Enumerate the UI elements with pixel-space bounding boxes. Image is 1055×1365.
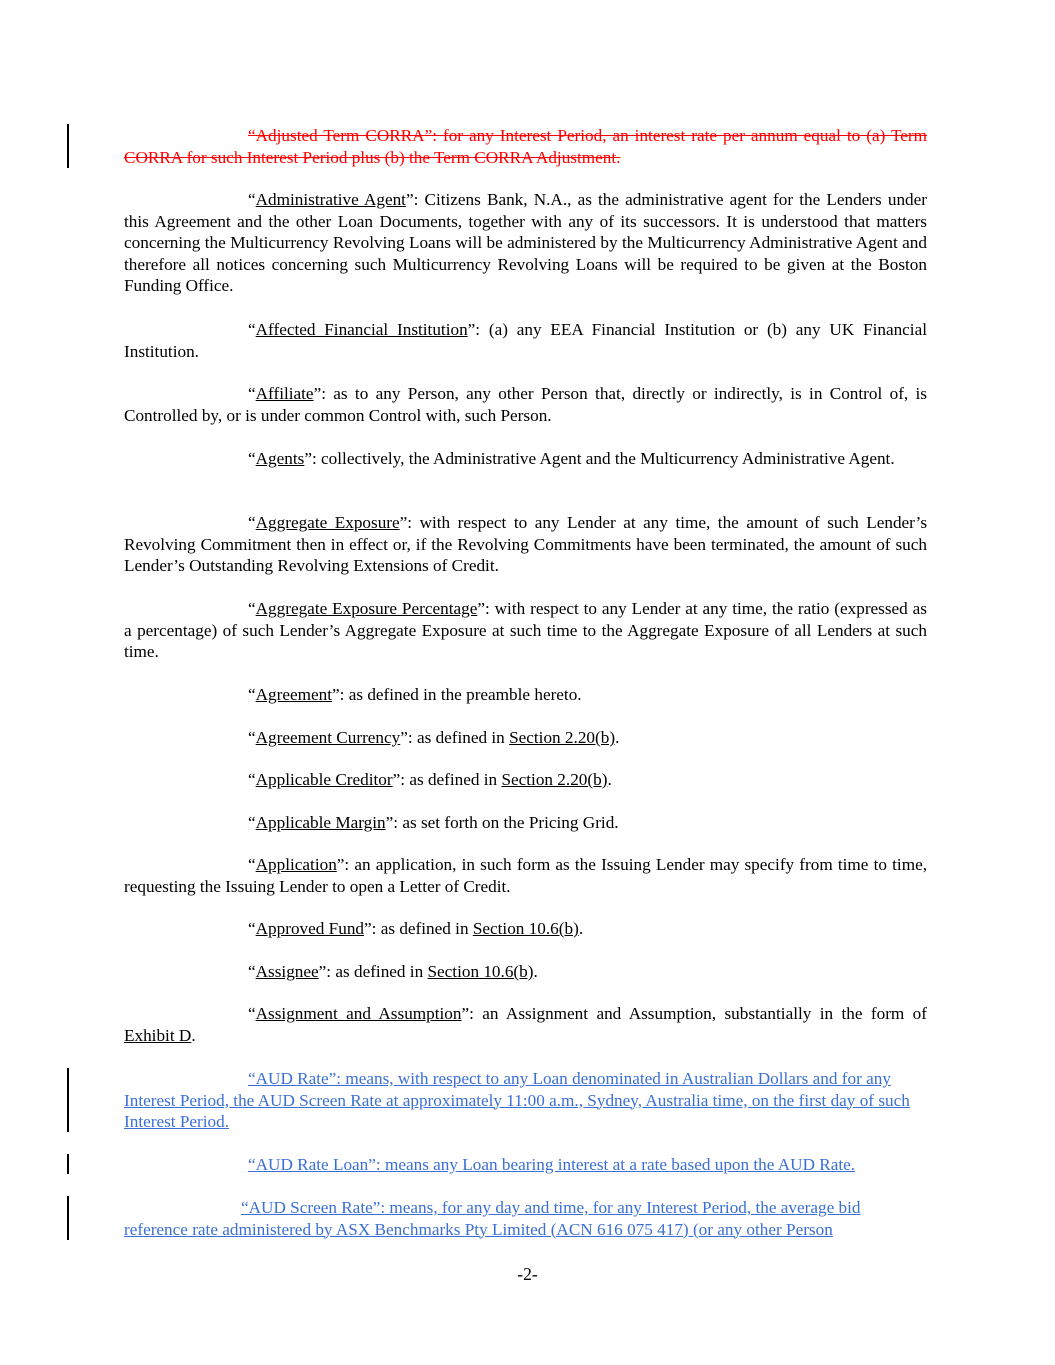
definition-agents: “Agents”: collectively, the Administrative Agent and the Multicurrency Administrative Agent. [248, 449, 895, 468]
definition-tail: . [578, 919, 584, 938]
defined-term: Agreement [255, 685, 332, 704]
definition-assignment-and-assumption: “Assignment and Assumption”: an Assignment and Assumption, substantially in the form of Exhibit D. [124, 1004, 927, 1045]
definition-approved-fund: “Approved Fund”: as defined in Section 10.6(b). [248, 919, 584, 938]
exhibit-reference: Exhibit D [124, 1025, 192, 1045]
definition-affiliate: “Affiliate”: as to any Person, any other Person that, directly or indirectly, is in Control of, is Controlled by, or is under common Control with, such Person. [124, 384, 927, 425]
change-bar [67, 1068, 69, 1132]
definition-text: ”: Citizens Bank, N.A., as the administrative agent for the Lenders under this Agreement and the other Loan Documents, together with any of its successors. It is understood that matters concerning the Multicurrency Revolving Loans will be administered by the Multicurrency Administrative Agent and therefore all notices concerning such Multicurrency Revolving Loans will be required to be given at the Boston Funding Office. [124, 190, 927, 296]
definition-text: ”: as defined in [392, 770, 502, 789]
section-reference: Section 2.20(b) [509, 728, 616, 747]
definition-inserted-aud-rate-loan [124, 1154, 927, 1176]
defined-term: Affiliate [255, 384, 314, 403]
definition-aggregate-exposure-percentage: “Aggregate Exposure Percentage”: with respect to any Lender at any time, the ratio (expressed as a percentage) of such Lender’s Aggregate Exposure at such time to the Aggregate Exposure of all Lenders at such time. [124, 599, 927, 662]
definition-text: “AUD Rate Loan”: means any Loan bearing interest at a rate based upon the AUD Rate. [248, 1155, 856, 1174]
definition-administrative-agent: “Administrative Agent”: Citizens Bank, N.A., as the administrative agent for the Lenders under this Agreement and the other Loan Documents, together with any of its successors. It is understood that matters concerning the Multicurrency Revolving Loans will be administered by the Multicurrency Administrative Agent and therefore all notices concerning such Multicurrency Revolving Loans will be required to be given at the Boston Funding Office. [124, 190, 927, 296]
definition-text: ”: with respect to any Lender at any time, the amount of such Lender’s Revolving Commitment then in effect or, if the Revolving Commitments have been terminated, the amount of such Lender’s Outstanding Revolving Extensions of Credit. [124, 513, 928, 576]
defined-term: Adjusted Term CORRA [255, 126, 425, 145]
section-reference: Section 2.20(b) [501, 770, 608, 789]
definition-text: ”: as set forth on the Pricing Grid. [385, 813, 619, 832]
definition-text: ”: as defined in [364, 919, 473, 938]
definition-text: ”: as to any Person, any other Person that, directly or indirectly, is in Control of, is Controlled by, or is under common Control with, such Person. [124, 384, 927, 425]
defined-term: Applicable Margin [255, 813, 386, 832]
definition-text: ”: as defined in [318, 962, 428, 981]
definition-text: ”: collectively, the Administrative Agent and the Multicurrency Administrative Agent. [304, 449, 895, 468]
definition-applicable-creditor: “Applicable Creditor”: as defined in Section 2.20(b). [248, 770, 612, 789]
definition-affected-financial-institution: “Affected Financial Institution”: (a) any EEA Financial Institution or (b) any UK Financial Institution. [124, 320, 927, 361]
definition-text: ”: for any Interest Period, an interest rate per annum equal to (a) Term CORRA for such Interest Period plus (b) the Term CORRA Adjustment. [124, 126, 927, 167]
definition-text: “AUD Screen Rate”: means, for any day and time, for any Interest Period, the average bid reference rate administered by ASX Benchmarks Pty Limited (ACN 616 075 417) (or any other Person [124, 1198, 861, 1239]
definition-aggregate-exposure: “Aggregate Exposure”: with respect to any Lender at any time, the amount of such Lender’s Revolving Commitment then in effect or, if the Revolving Commitments have been terminated, the amount of such Lender’s Outstanding Revolving Extensions of Credit. [124, 513, 928, 576]
change-bar [67, 124, 69, 168]
defined-term: Assignee [255, 962, 319, 981]
definition-text: ”: an Assignment and Assumption, substantially in the form of [461, 1004, 927, 1023]
defined-term: Assignment and Assumption [255, 1004, 462, 1023]
definition-text: ”: with respect to any Lender at any time, the ratio (expressed as a percentage) of such Lender’s Aggregate Exposure at such time to the Aggregate Exposure of all Lenders at such time. [124, 599, 927, 662]
definition-agreement: “Agreement”: as defined in the preamble hereto. [248, 685, 582, 704]
definition-text: ”: as defined in [400, 728, 510, 747]
defined-term: Aggregate Exposure Percentage [255, 599, 478, 618]
definition-applicable-margin: “Applicable Margin”: as set forth on the Pricing Grid. [248, 813, 619, 832]
change-bar [67, 1196, 69, 1240]
definition-inserted-aud-screen-rate [124, 1197, 927, 1240]
defined-term: Agreement Currency [255, 728, 401, 747]
page-number: -2- [517, 1264, 538, 1284]
section-reference: Section 10.6(b) [472, 919, 579, 938]
section-reference: Section 10.6(b) [427, 962, 534, 981]
defined-term: Application [255, 855, 337, 874]
definition-text: ”: an application, in such form as the Issuing Lender may specify from time to time, requesting the Issuing Lender to open a Letter of Credit. [124, 855, 927, 896]
change-bar [67, 1154, 69, 1174]
definition-inserted-aud-rate [124, 1068, 927, 1133]
definition-deleted-adjusted-term-corra: “Adjusted Term CORRA”: for any Interest Period, an interest rate per annum equal to (a) Term CORRA for such Interest Period plus (b) the Term CORRA Adjustment. [124, 126, 927, 167]
definition-assignee: “Assignee”: as defined in Section 10.6(b). [248, 962, 538, 981]
defined-term: Agents [255, 449, 305, 468]
defined-term: Approved Fund [255, 919, 365, 938]
definition-agreement-currency: “Agreement Currency”: as defined in Section 2.20(b). [248, 728, 620, 747]
definition-tail: . [191, 1025, 196, 1045]
definition-tail: . [615, 728, 620, 747]
defined-term: Administrative Agent [255, 190, 406, 209]
defined-term: Applicable Creditor [255, 770, 393, 789]
defined-term: Aggregate Exposure [255, 513, 400, 532]
definition-application: “Application”: an application, in such form as the Issuing Lender may specify from time to time, requesting the Issuing Lender to open a Letter of Credit. [124, 855, 927, 896]
definition-tail: . [533, 962, 538, 981]
definition-text: ”: as defined in the preamble hereto. [332, 685, 582, 704]
defined-term: Affected Financial Institution [255, 320, 468, 339]
definition-tail: . [607, 770, 612, 789]
definition-text: “AUD Rate”: means, with respect to any Loan denominated in Australian Dollars and for any Interest Period, the AUD Screen Rate at approximately 11:00 a.m., Sydney, Australia time, on the first day of such Interest Period. [124, 1069, 910, 1132]
definition-text: ”: (a) any EEA Financial Institution or (b) any UK Financial Institution. [124, 320, 927, 361]
